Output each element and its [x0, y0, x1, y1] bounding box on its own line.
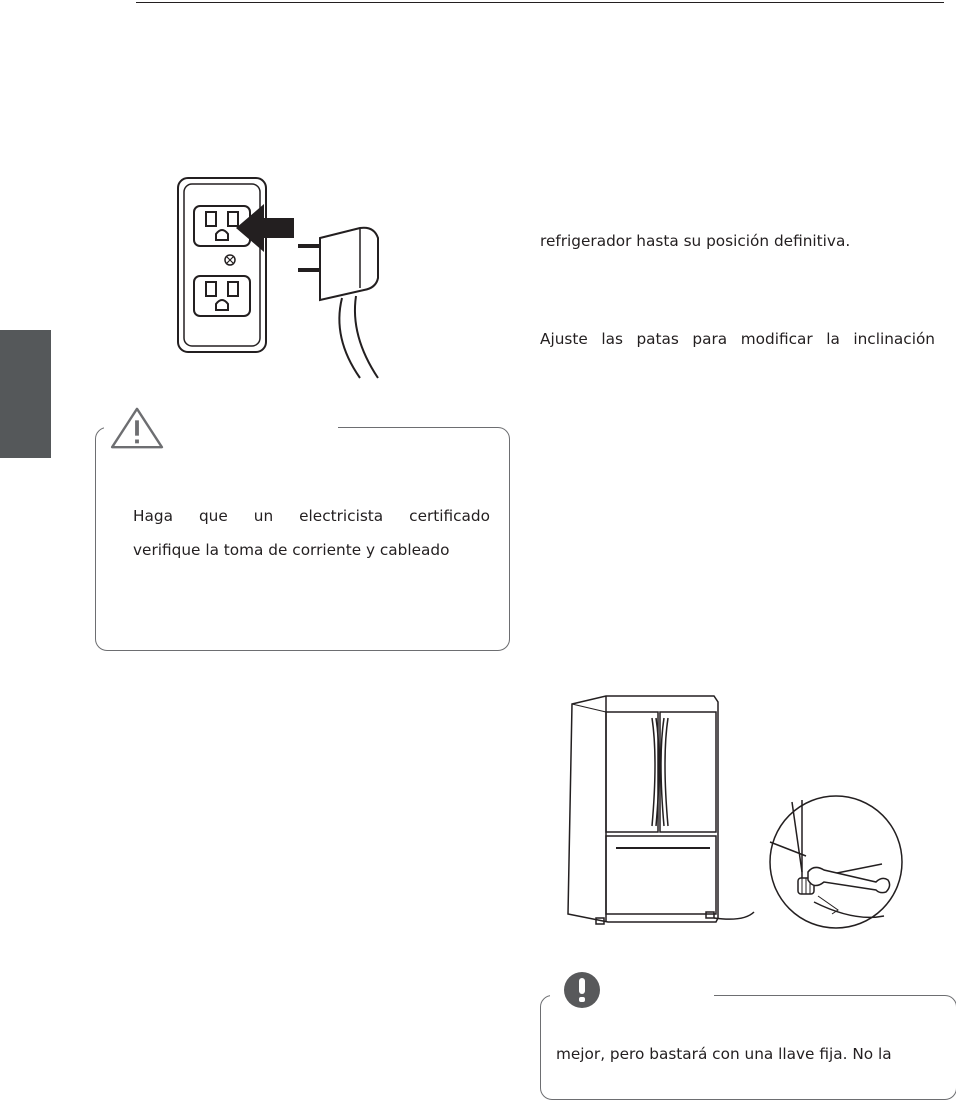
section-side-tab	[0, 330, 51, 458]
top-rule	[136, 2, 944, 3]
caution-text-line-1: Haga que un electricista certificado	[133, 507, 490, 525]
note-text-line-1: mejor, pero bastará con una llave fija. No la	[556, 1045, 892, 1063]
warning-triangle-icon	[108, 405, 166, 451]
exclamation-circle-icon	[564, 972, 600, 1008]
caution-text-line-2: verifique la toma de corriente y cableado	[133, 541, 450, 559]
exclamation-bar	[579, 978, 585, 994]
right-text-line-2: Ajuste las patas para modificar la inclinación	[540, 330, 935, 348]
right-text-line-1: refrigerador hasta su posición definitiva.	[540, 232, 851, 250]
outlet-plug-illustration	[160, 168, 420, 384]
refrigerator-leveling-illustration	[556, 692, 936, 932]
exclamation-dot	[579, 997, 585, 1002]
